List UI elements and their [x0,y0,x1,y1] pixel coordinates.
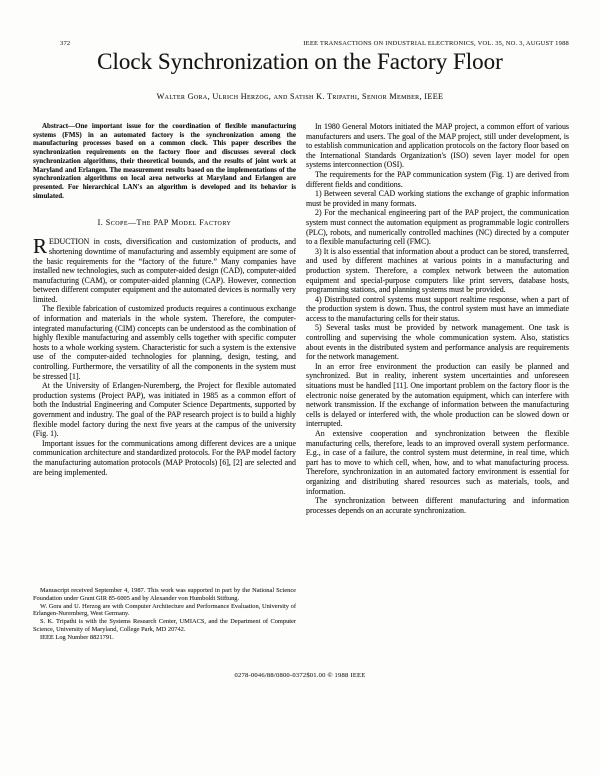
right-paragraph-2: The requirements for the PAP communication system (Fig. 1) are derived from different fields and conditions. [306,169,569,189]
footnote-affiliation-2: S. K. Tripathi is with the Systems Research Center, UMIACS, and the Department of Computer Science, University of Maryland, College Park, MD 20742. [33,618,296,633]
right-paragraph-7: 5) Several tasks must be provided by network management. One task is controlling and supervising the whole communication system. Also, statistics about events in the distributed system and performance analysis are requirements for the network management. [306,323,569,362]
right-paragraph-1: In 1980 General Motors initiated the MAP project, a common effort of various manufacturers and users. The goal of the MAP project, still under development, is to establish communication and application protocols on the factory floor based on the International Standards Organization's (ISO) seven layer model for open systems interconnection (OSI). [306,122,569,170]
authors-line: Walter Gora, Ulrich Herzog, and Satish K. Tripathi, Senior Member, IEEE [156,92,444,101]
footnote-manuscript: Manuscript received September 4, 1987. This work was supported in part by the National Science Foundation under Grant GIR 85-6005 and by Alexander von Humboldt Stiftung. [33,587,296,602]
left-paragraph-1-text: EDUCTION in costs, diversification and customization of products, and shortening downtime of manufacturing and assembly equipment are some of the basic requirements for the “factory of the future.” Many companies have installed new technologies, such as computer-aided design (CAD), computer-aided manufacturing (CAM), or computer-aided planning (CAP). However, connection between different computer equipment and the automated devices is normally very limited. [33,237,296,304]
copyright-footer: 0278-0046/88/0800-0372$01.00 © 1988 IEEE [234,672,366,679]
abstract-label: Abstract— [42,122,76,130]
page-number: 372 [60,40,71,47]
left-paragraph-4: Important issues for the communications among different devices are a unique communication architecture and standardized protocols. For the PAP model factory the manufacturing automation protocols (MAP Protocols) [6], [2] are selected and are being implemented. [33,438,296,477]
dropcap-letter: R [33,234,48,259]
right-paragraph-3: 1) Between several CAD working stations the exchange of graphic information must be provided in many formats. [306,189,569,208]
journal-citation: IEEE TRANSACTIONS ON INDUSTRIAL ELECTRONICS, VOL. 35, NO. 3, AUGUST 1988 [303,40,569,47]
left-paragraph-1 [33,234,296,304]
right-column [306,122,569,515]
right-paragraph-6: 4) Distributed control systems must support realtime response, when a part of the production system is down. Thus, the control system must have an immediate access to the manufacturing cells for their status. [306,294,569,323]
left-column [33,122,296,477]
right-paragraph-4: 2) For the mechanical engineering part of the PAP project, the communication system must connect the automation equipment as programmable logic controllers (PLC), robots, and numerically controlled machines (NC) directed by a computer to a flexible manufacturing cell (FMC). [306,208,569,247]
first-page-footnote [33,587,296,642]
section-1-heading: I. Scope—The PAP Model Factory [97,218,232,228]
right-paragraph-5: 3) It is also essential that information about a product can be stored, transferred, and used by different machines at various points in a manufacturing and production system. Therefore, a complex network between the automation equipment and special-purpose computers like print servers, database hosts, programming stations, and planning systems must be provided. [306,246,569,295]
running-head [60,40,569,47]
right-paragraph-9: An extensive cooperation and synchronization between the flexible manufacturing cells, therefore, leads to an improved overall system performance. E.g., in case of a failure, the control system must determine, in real time, which part has to move to which cell, when, how, and to what manufacturing process. Therefore, synchronization in an automated factory environment is essential for organizing and distributing shared resources such as materials, tools, and information. [306,429,569,496]
left-paragraph-3: At the University of Erlangen-Nuremberg, the Project for flexible automated production systems (Project PAP), was initiated in 1985 as a common effort of both the Industrial Engineering and Computer Science Departments, supported by government and industry. The goal of the PAP research project is to build a highly flexible model factory during the next five years at the campus of the university (Fig. 1). [33,381,296,439]
right-paragraph-8: In an error free environment the production can easily be planned and synchronized. But in reality, inherent system uncertainties and unforeseen situations must be handled [11]. One important problem on the factory floor is the electronic noise generated by the automation equipment, which can interfere with network transmission. If the exchange of information between the manufacturing cells is delayed or interfered with, the whole production can be slowed down or interrupted. [306,361,569,429]
left-paragraph-2: The flexible fabrication of customized products requires a continuous exchange of information and materials in the whole system. Therefore, the computer-integrated manufacturing (CIM) concepts can be understood as the combination of highly flexible manufacturing and assembly cells together with specific computer hosts to a whole working system. Characteristic for such a system is the extensive use of the computer-aided technologies for planning, design, testing, and controlling. Furthermore, the versatility of all the components in the system must be stressed [1]. [33,304,296,381]
abstract-text: One important issue for the coordination of flexible manufacturing systems (FMS) in an automated factory is the synchronization among the manufacturing processes based on a common clock. This paper describes the synchronization requirements on the factory floor and discusses several clock synchronization algorithms, their theoretical bounds, and the results of joint work at Maryland and Erlangen. The measurement results based on the implementations of the synchronization algorithms on local area networks at Maryland and Erlangen are presented. For hierarchical LAN's an algorithm is developed and its behavior is simulated. [33,122,296,200]
right-paragraph-10: The synchronization between different manufacturing and information processes depends on an accurate synchronization. [306,496,569,515]
abstract-paragraph [33,122,296,200]
footnote-affiliation-1: W. Gora and U. Herzog are with Computer Architecture and Performance Evaluation, University of Erlangen-Nuremberg, West Germany. [33,602,296,618]
paper-title: Clock Synchronization on the Factory Floor [97,49,503,74]
footnote-log-number: IEEE Log Number 8821791. [40,633,114,641]
